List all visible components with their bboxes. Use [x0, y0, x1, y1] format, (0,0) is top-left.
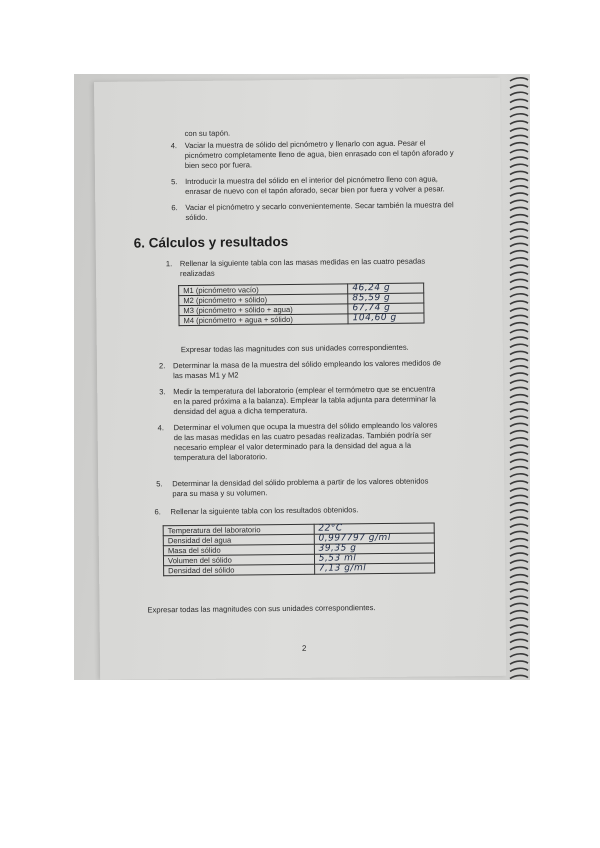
spiral-coil — [510, 236, 528, 239]
notebook-page — [94, 78, 506, 680]
spiral-coil — [510, 582, 528, 585]
spiral-binding — [508, 74, 530, 680]
spiral-coil — [510, 315, 528, 318]
spiral-coil — [510, 92, 528, 95]
spiral-coil — [510, 330, 528, 333]
spiral-coil — [510, 337, 528, 340]
table-cell-label: M1 (picnómetro vacío) — [179, 284, 348, 296]
step-continuation: con su tapón. — [184, 128, 231, 139]
spiral-coil — [510, 409, 528, 412]
item-6-number: 6. — [154, 507, 161, 517]
spiral-coil — [510, 265, 528, 268]
item-2-line-1: Determinar la masa de la muestra del sólido empleando los valores medidos de — [172, 358, 442, 371]
step-4-line-1: Vaciar la muestra de sólido del picnómetro y llenarlo con agua. Pesar el — [184, 138, 426, 151]
spiral-coil — [510, 308, 528, 311]
spiral-coil — [510, 359, 528, 362]
spiral-coil — [510, 632, 528, 635]
spiral-coil — [510, 301, 528, 304]
spiral-coil — [510, 279, 528, 282]
item-4-line-2: de las masas medidas en las cuatro pesadas realizadas. También podría ser — [173, 430, 432, 443]
table-cell-value: 0,997797 g/ml — [314, 533, 434, 544]
spiral-coil — [510, 603, 528, 606]
item-1-number: 1. — [165, 259, 173, 269]
table-cell-label: Densidad del agua — [163, 534, 314, 546]
units-note-2: Expresar todas las magnitudes con sus unidades correspondientes. — [147, 603, 376, 615]
spiral-coil — [510, 539, 528, 542]
spiral-coil — [510, 560, 528, 563]
item-3-line-3: densidad del agua a dicha temperatura. — [173, 405, 308, 417]
spiral-coil — [510, 207, 528, 210]
table-cell-value: 67,74 g — [348, 303, 424, 314]
table-cell-value: 85,59 g — [348, 293, 424, 304]
step-4-number: 4. — [170, 141, 178, 151]
spiral-coil — [510, 200, 528, 203]
step-4-line-2: picnómetro completamente lleno de agua, bien enrasado con el tapón aforado y — [184, 148, 454, 161]
spiral-coil — [510, 546, 528, 549]
spiral-coil — [510, 488, 528, 491]
spiral-coil — [510, 344, 528, 347]
spiral-coil — [510, 474, 528, 477]
table-cell-value: 104,60 g — [348, 313, 424, 324]
spiral-coil — [510, 647, 528, 650]
spiral-coil — [510, 366, 528, 369]
spiral-coil — [510, 85, 528, 88]
step-6-line-2: sólido. — [185, 212, 208, 223]
results-table — [163, 522, 436, 576]
spiral-coil — [510, 251, 528, 254]
spiral-coil — [510, 395, 528, 398]
item-2-line-2: las masas M1 y M2 — [173, 370, 239, 381]
spiral-coil — [510, 553, 528, 556]
table-cell-value: 5,53 ml — [314, 553, 434, 564]
item-3-line-2: en la pared próxima a la balanza). Emplear la tabla adjunta para determinar la — [173, 394, 436, 407]
spiral-coil — [510, 654, 528, 657]
spiral-coil — [510, 186, 528, 189]
spiral-coil — [510, 481, 528, 484]
spiral-coil — [510, 294, 528, 297]
item-4-line-3: necesario emplear el valor determinado para la densidad del agua a la — [173, 440, 412, 453]
table-cell-value: 39,35 g — [314, 543, 434, 554]
spiral-coil — [510, 287, 528, 290]
item-4-number: 4. — [157, 423, 165, 433]
spiral-coil — [510, 387, 528, 390]
spiral-coil — [510, 668, 528, 671]
spiral-coil — [510, 107, 528, 110]
spiral-coil — [510, 589, 528, 592]
spiral-coil — [510, 438, 528, 441]
spiral-coil — [510, 661, 528, 664]
spiral-coil — [510, 143, 528, 146]
spiral-coil — [510, 272, 528, 275]
spiral-coil — [510, 459, 528, 462]
spiral-coil — [510, 258, 528, 261]
spiral-coil — [510, 567, 528, 570]
spiral-coil — [510, 452, 528, 455]
spiral-coil — [510, 78, 528, 81]
spiral-coil — [510, 618, 528, 621]
spiral-coil — [510, 121, 528, 124]
spiral-coil — [510, 215, 528, 218]
document-photo — [74, 74, 530, 680]
spiral-coil — [510, 114, 528, 117]
units-note-1: Expresar todas las magnitudes con sus unidades correspondientes. — [180, 342, 409, 355]
spiral-coil — [510, 517, 528, 520]
spiral-coil — [510, 467, 528, 470]
spiral-coil — [510, 171, 528, 174]
item-1-line-2: realizadas — [179, 268, 215, 279]
spiral-coil — [510, 402, 528, 405]
spiral-coil — [510, 431, 528, 434]
spiral-coil — [510, 222, 528, 225]
spiral-coil — [510, 423, 528, 426]
spiral-coil — [510, 596, 528, 599]
spiral-coil — [510, 531, 528, 534]
spiral-coil — [510, 510, 528, 513]
item-3-line-1: Medir la temperatura del laboratorio (emplear el termómetro que se encuentra — [173, 384, 436, 397]
spiral-coil — [510, 135, 528, 138]
spiral-coil — [510, 524, 528, 527]
step-5-line-2: enrasar de nuevo con el tapón aforado, secar bien por fuera y volver a pesar. — [185, 184, 445, 197]
step-6-line-1: Vaciar el picnómetro y secarlo convenientemente. Secar también la muestra del — [185, 200, 454, 213]
spiral-coil — [510, 128, 528, 131]
table-cell-label: M3 (picnómetro + sólido + agua) — [179, 304, 348, 316]
item-3-number: 3. — [159, 387, 166, 397]
spiral-coil — [510, 380, 528, 383]
spiral-coil — [510, 495, 528, 498]
spiral-coil — [510, 150, 528, 153]
spiral-coil — [510, 179, 528, 182]
table-cell-label: M4 (picnómetro + agua + sólido) — [179, 314, 348, 326]
page-number: 2 — [301, 643, 307, 653]
spiral-coil — [510, 243, 528, 246]
item-1-line-1: Rellenar la siguiente tabla con las masas medidas en las cuatro pesadas — [179, 256, 426, 269]
masses-table — [178, 283, 424, 327]
spiral-coil — [510, 193, 528, 196]
step-5-number: 5. — [171, 177, 178, 187]
spiral-coil — [510, 229, 528, 232]
table-cell-label: Masa del sólido — [163, 544, 314, 556]
item-5-line-1: Determinar la densidad del sólido problema a partir de los valores obtenidos — [172, 476, 429, 489]
spiral-coil — [510, 445, 528, 448]
table-cell-label: Temperatura del laboratorio — [163, 524, 314, 536]
spiral-coil — [510, 611, 528, 614]
table-cell-value: 7,13 g/ml — [314, 563, 434, 574]
spiral-coil — [510, 575, 528, 578]
item-6-line-1: Rellenar la siguiente tabla con los resultados obtenidos. — [170, 505, 359, 517]
item-2-number: 2. — [158, 361, 166, 371]
spiral-coil — [510, 164, 528, 167]
table-row — [179, 313, 424, 326]
spiral-coil — [510, 157, 528, 160]
step-6-number: 6. — [171, 203, 178, 213]
table-cell-value: 22°C — [314, 523, 434, 534]
table-cell-label: Volumen del sólido — [163, 554, 314, 566]
spiral-coil — [510, 625, 528, 628]
item-5-line-2: para su masa y su volumen. — [172, 488, 268, 499]
item-4-line-1: Determinar el volumen que ocupa la muestra del sólido empleando los valores — [173, 420, 438, 433]
spiral-coil — [510, 99, 528, 102]
section-title: 6. Cálculos y resultados — [133, 233, 289, 251]
table-cell-label: M2 (picnómetro + sólido) — [179, 294, 348, 306]
spiral-coil — [510, 373, 528, 376]
item-4-line-4: temperatura del laboratorio. — [173, 452, 268, 463]
spiral-coil — [510, 351, 528, 354]
spiral-coil — [510, 675, 528, 678]
spiral-coil — [510, 323, 528, 326]
item-5-number: 5. — [156, 479, 163, 489]
spiral-coil — [510, 639, 528, 642]
step-5-line-1: Introducir la muestra del sólido en el interior del picnómetro lleno con agua, — [185, 174, 438, 187]
spiral-coil — [510, 503, 528, 506]
step-4-line-3: bien seco por fuera. — [184, 160, 253, 171]
table-row — [164, 563, 435, 576]
table-cell-value: 46,24 g — [348, 283, 424, 294]
table-cell-label: Densidad del sólido — [164, 564, 315, 576]
spiral-coil — [510, 416, 528, 419]
